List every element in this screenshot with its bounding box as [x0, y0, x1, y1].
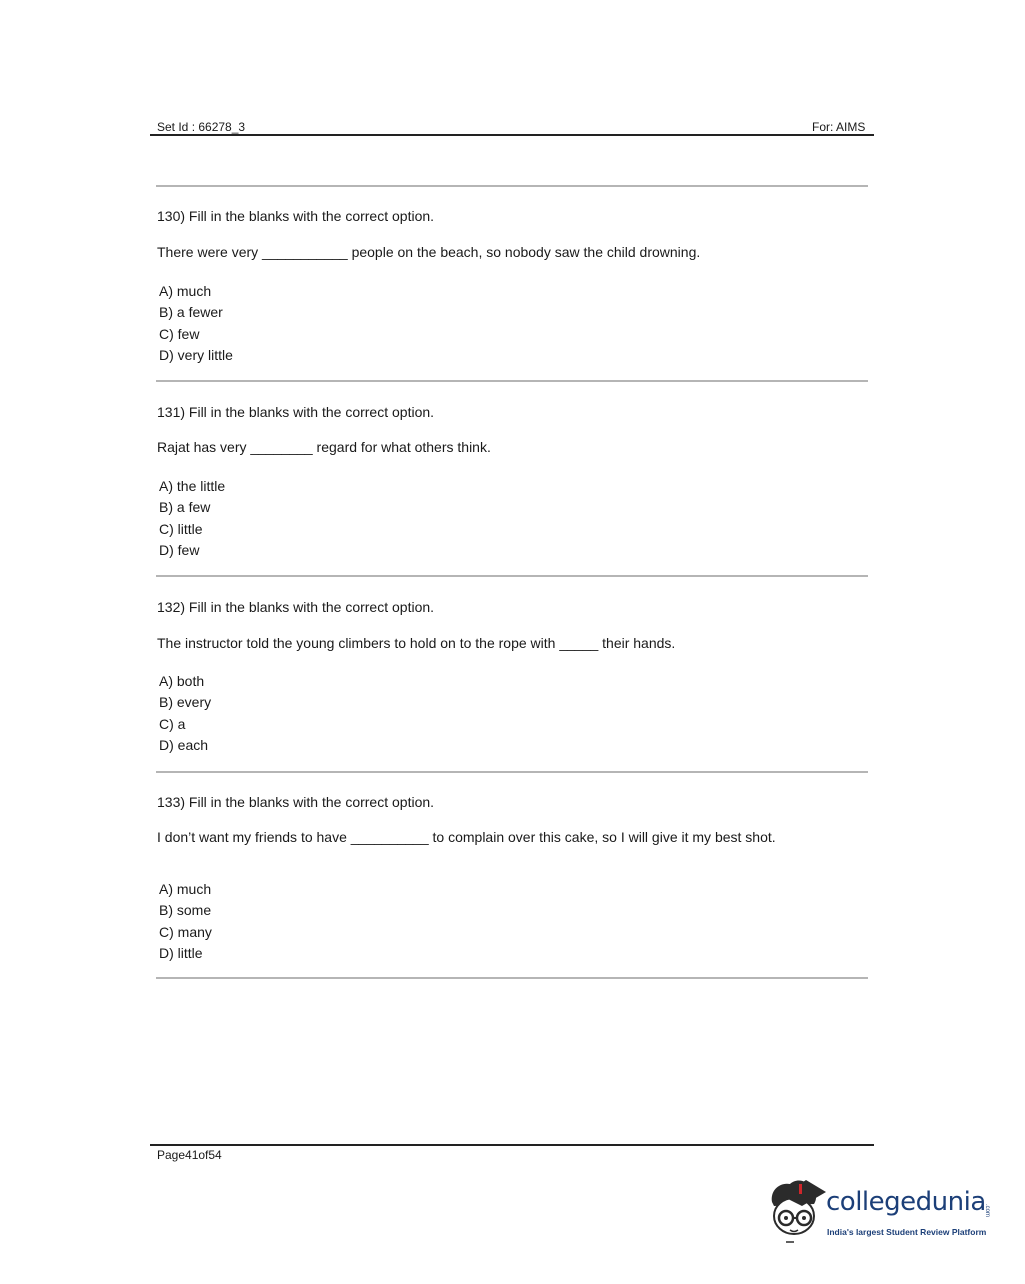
page-number: Page41of54	[157, 1148, 222, 1162]
header-rule	[150, 134, 874, 136]
separator	[156, 771, 868, 773]
option: C) a	[159, 715, 186, 732]
brand-name: collegedunia	[826, 1187, 986, 1217]
question-stem: There were very ___________ people on the beach, so nobody saw the child drowning.	[157, 244, 701, 260]
question-title: 132) Fill in the blanks with the correct option.	[157, 599, 435, 615]
question-stem: The instructor told the young climbers to hold on to the rope with _____ their hands.	[157, 635, 676, 651]
brand-com: .com	[984, 1204, 990, 1218]
option: A) both	[159, 673, 205, 689]
option: A) the little	[159, 478, 226, 494]
option: C) many	[159, 923, 212, 940]
question-title: 131) Fill in the blanks with the correct option.	[157, 404, 435, 420]
option: A) much	[159, 283, 212, 299]
option-list	[159, 671, 211, 756]
exam-for: For: AIMS	[812, 120, 866, 134]
option: D) little	[159, 944, 203, 961]
option: B) some	[159, 902, 212, 919]
option: C) few	[159, 325, 200, 342]
option-list	[159, 281, 233, 366]
option: D) each	[159, 736, 209, 753]
set-id: Set Id : 66278_3	[157, 120, 246, 134]
question-title: 130) Fill in the blanks with the correct option.	[157, 208, 435, 224]
option: B) a fewer	[159, 304, 223, 321]
question-stem: I don’t want my friends to have __________ to complain over this cake, so I will give it my best shot.	[157, 829, 776, 845]
option-list	[159, 476, 225, 561]
option-list	[159, 879, 212, 964]
option: B) every	[159, 694, 212, 711]
separator	[156, 185, 868, 187]
question-title: 133) Fill in the blanks with the correct option.	[157, 794, 435, 810]
footer-rule	[150, 1144, 874, 1146]
option: D) very little	[159, 346, 233, 363]
separator	[156, 380, 868, 382]
separator	[156, 575, 868, 577]
separator	[156, 977, 868, 979]
option: B) a few	[159, 499, 211, 516]
option: C) little	[159, 520, 203, 537]
option: A) much	[159, 881, 212, 897]
option: D) few	[159, 541, 200, 558]
question-stem: Rajat has very ________ regard for what others think.	[157, 439, 491, 455]
brand-tagline: India's largest Student Review Platform	[827, 1227, 987, 1237]
